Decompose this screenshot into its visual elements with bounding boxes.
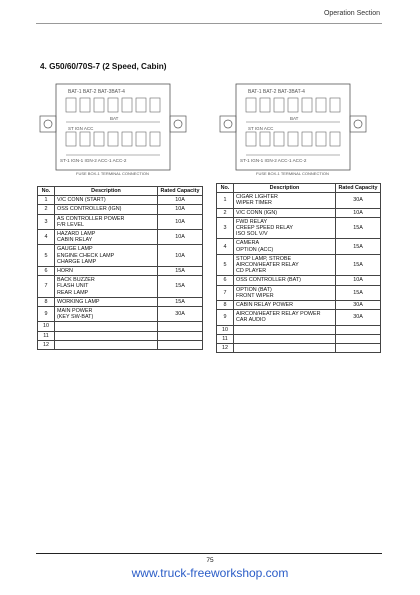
fuse-number: 8: [217, 301, 234, 310]
fuse-description: [55, 331, 158, 340]
website-link[interactable]: www.truck-freeworkshop.com: [131, 566, 289, 580]
header-rule: [36, 23, 382, 24]
fuse-capacity: 15A: [336, 217, 381, 239]
fuse-bat-label: BAT: [290, 116, 299, 121]
fuse-description: [55, 322, 158, 331]
fuse-number: 1: [217, 193, 234, 208]
fuse-description: AIRCON/HEATER RELAY POWER CAR AUDIO: [234, 310, 336, 325]
table-row: [217, 239, 381, 254]
section-title: 4. G50/60/70S-7 (2 Speed, Cabin): [40, 62, 167, 71]
table-row: [38, 205, 203, 214]
fuse-number: 11: [217, 334, 234, 343]
fuse-capacity: 10A: [336, 208, 381, 217]
col-cap-header: Rated Capacity: [158, 187, 203, 196]
fuse-number: 9: [217, 310, 234, 325]
fuse-box-diagram-left: [38, 80, 188, 178]
fuse-number: 12: [217, 344, 234, 353]
table-header-row: [217, 184, 381, 193]
table-row: [38, 331, 203, 340]
fuse-description: STOP LAMP, STROBE AIRCON/HEATER RELAY CD PLAYER: [234, 254, 336, 276]
fuse-number: 11: [38, 331, 55, 340]
table-row: [217, 325, 381, 334]
table-row: [217, 334, 381, 343]
fuse-capacity: 30A: [336, 301, 381, 310]
fuse-number: 8: [38, 297, 55, 306]
fuse-number: 2: [38, 205, 55, 214]
fuse-capacity: [158, 322, 203, 331]
table-row: [38, 214, 203, 229]
table-row: [38, 267, 203, 276]
fuse-description: [234, 334, 336, 343]
table-row: [38, 276, 203, 298]
table-row: [217, 276, 381, 285]
fuse-description: OSS CONTROLLER (IGN): [55, 205, 158, 214]
fuse-number: 10: [38, 322, 55, 331]
fuse-description: WORKING LAMP: [55, 297, 158, 306]
page-number: 75: [206, 557, 214, 564]
fuse-number: 5: [38, 245, 55, 267]
fuse-table-left: [37, 186, 203, 350]
table-row: [217, 344, 381, 353]
fuse-capacity: [158, 331, 203, 340]
fuse-number: 4: [38, 230, 55, 245]
fuse-description: V/C CONN (IGN): [234, 208, 336, 217]
fuse-description: GAUGE LAMP ENGINE CHECK LAMP CHARGE LAMP: [55, 245, 158, 267]
fuse-ign-label: ST IGN ACC: [248, 126, 274, 131]
footer-rule: [36, 553, 382, 554]
fuse-description: BACK BUZZER FLASH UNIT REAR LAMP: [55, 276, 158, 298]
col-desc-header: Description: [234, 184, 336, 193]
fuse-capacity: 15A: [336, 254, 381, 276]
fuse-number: 4: [217, 239, 234, 254]
fuse-description: CAMERA OPTION (ACC): [234, 239, 336, 254]
fuse-capacity: 10A: [158, 230, 203, 245]
fuse-capacity: 15A: [158, 297, 203, 306]
table-row: [38, 196, 203, 205]
fuse-table-right-body: [217, 193, 381, 353]
table-row: [38, 322, 203, 331]
col-desc-header: Description: [55, 187, 158, 196]
fuse-number: 9: [38, 307, 55, 322]
fuse-caption: FUSE BOX-1 TERMINAL CONNECTION: [76, 171, 149, 176]
table-row: [217, 193, 381, 208]
fuse-capacity: 10A: [336, 276, 381, 285]
fuse-capacity: [336, 334, 381, 343]
table-row: [38, 230, 203, 245]
fuse-bat-label: BAT: [110, 116, 119, 121]
fuse-number: 10: [217, 325, 234, 334]
table-row: [217, 208, 381, 217]
header-section-name: Operation Section: [323, 10, 380, 17]
table-row: [38, 245, 203, 267]
fuse-number: 6: [38, 267, 55, 276]
fuse-box-diagram-right: [218, 80, 368, 178]
table-row: [217, 301, 381, 310]
fuse-description: V/C CONN (START): [55, 196, 158, 205]
fuse-bottom-row-label: ST-1 IGN-1 IGN-2 ACC-1 ACC-2: [240, 158, 307, 163]
fuse-capacity: 15A: [158, 267, 203, 276]
table-row: [217, 254, 381, 276]
fuse-description: CIGAR LIGHTER WIPER TIMER: [234, 193, 336, 208]
col-no-header: No.: [38, 187, 55, 196]
fuse-description: MAIN POWER (KEY SW-BAT): [55, 307, 158, 322]
fuse-description: OSS CONTROLLER (BAT): [234, 276, 336, 285]
fuse-number: 3: [38, 214, 55, 229]
fuse-capacity: 15A: [336, 239, 381, 254]
fuse-number: 7: [38, 276, 55, 298]
table-row: [38, 340, 203, 349]
fuse-number: 2: [217, 208, 234, 217]
fuse-number: 3: [217, 217, 234, 239]
fuse-description: [234, 344, 336, 353]
fuse-capacity: 15A: [158, 276, 203, 298]
fuse-number: 6: [217, 276, 234, 285]
table-row: [217, 285, 381, 300]
fuse-capacity: [336, 325, 381, 334]
table-row: [217, 217, 381, 239]
fuse-description: [55, 340, 158, 349]
fuse-description: AS CONTROLLER POWER F/R LEVEL: [55, 214, 158, 229]
fuse-top-row-label: BAT-1 BAT-2 BAT-3BAT-4: [248, 89, 305, 95]
fuse-number: 1: [38, 196, 55, 205]
fuse-capacity: 15A: [336, 285, 381, 300]
fuse-table-left-body: [38, 196, 203, 350]
fuse-number: 12: [38, 340, 55, 349]
fuse-description: HAZARD LAMP CABIN RELAY: [55, 230, 158, 245]
col-no-header: No.: [217, 184, 234, 193]
fuse-description: OPTION (BAT) FRONT WIPER: [234, 285, 336, 300]
fuse-table-right: [216, 183, 381, 353]
fuse-description: CABIN RELAY POWER: [234, 301, 336, 310]
fuse-capacity: 10A: [158, 205, 203, 214]
fuse-bottom-row-label: ST-1 IGN-1 IGN-2 ACC-1 ACC-2: [60, 158, 127, 163]
fuse-caption: FUSE BOX-1 TERMINAL CONNECTION: [256, 171, 329, 176]
table-header-row: [38, 187, 203, 196]
fuse-capacity: 10A: [158, 245, 203, 267]
fuse-number: 7: [217, 285, 234, 300]
fuse-ign-label: ST IGN ACC: [68, 126, 94, 131]
table-row: [217, 310, 381, 325]
fuse-capacity: 10A: [158, 214, 203, 229]
fuse-number: 5: [217, 254, 234, 276]
fuse-description: HORN: [55, 267, 158, 276]
fuse-capacity: 30A: [158, 307, 203, 322]
fuse-capacity: 30A: [336, 193, 381, 208]
fuse-capacity: 10A: [158, 196, 203, 205]
fuse-description: FWD RELAY CREEP SPEED RELAY ISO SOL V/V: [234, 217, 336, 239]
fuse-description: [234, 325, 336, 334]
fuse-capacity: [158, 340, 203, 349]
fuse-top-row-label: BAT-1 BAT-2 BAT-3BAT-4: [68, 89, 125, 95]
fuse-capacity: 30A: [336, 310, 381, 325]
col-cap-header: Rated Capacity: [336, 184, 381, 193]
fuse-capacity: [336, 344, 381, 353]
table-row: [38, 307, 203, 322]
table-row: [38, 297, 203, 306]
